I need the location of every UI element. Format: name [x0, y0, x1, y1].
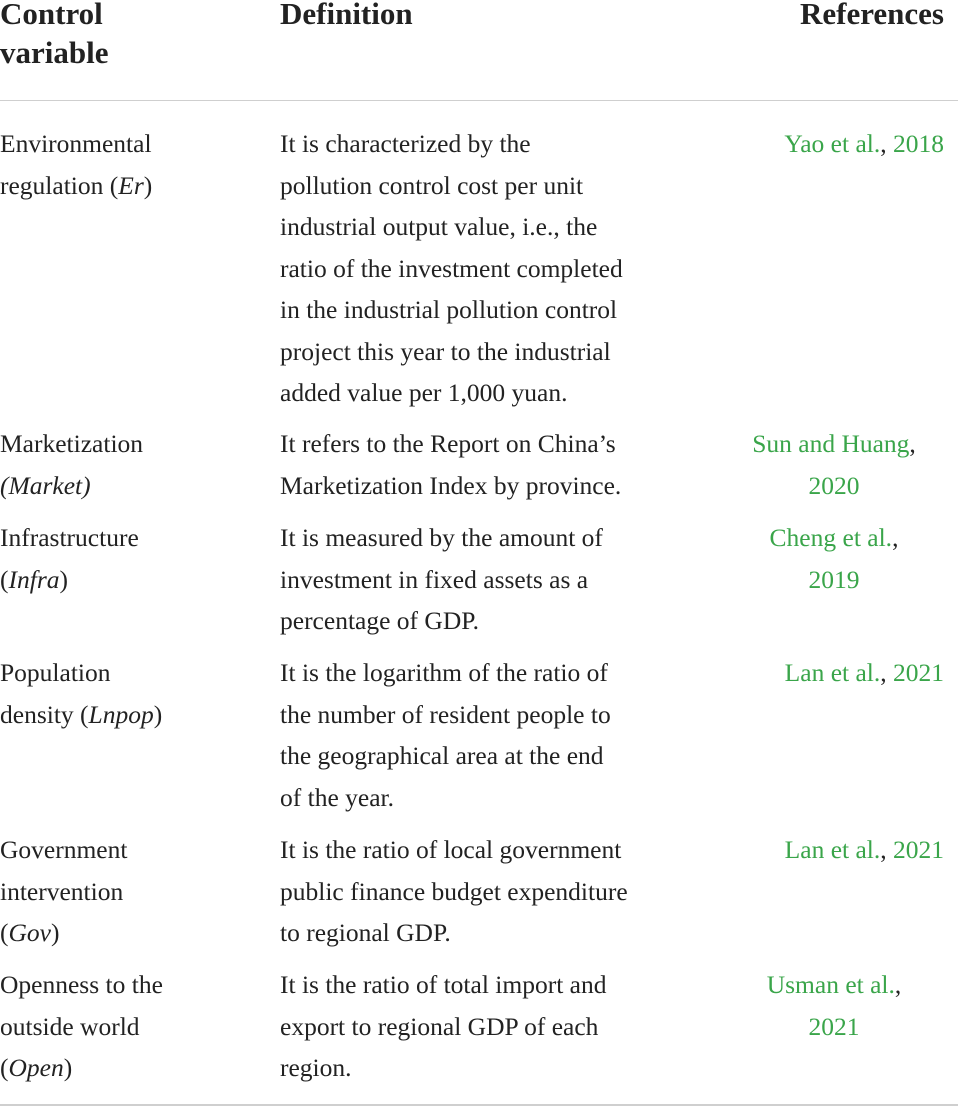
reference-link[interactable]: Lan et al., 2021: [784, 658, 944, 687]
definition-cell: It is measured by the amount of investment in fixed assets as a percentage of GDP.: [280, 523, 603, 635]
variable-cell: Marketization (Market): [0, 429, 144, 500]
definition-cell: It is the ratio of local government public finance budget expenditure to regional GDP.: [280, 835, 628, 947]
table-header: [0, 0, 958, 101]
variable-cell: Population density (Lnpop): [0, 658, 163, 729]
header-references: References: [799, 0, 944, 31]
reference-link[interactable]: Yao et al., 2018: [784, 129, 944, 158]
header-definition: Definition: [280, 0, 413, 31]
reference-link[interactable]: Lan et al., 2021: [784, 835, 944, 864]
variable-cell: Environmental regulation (Er): [0, 129, 153, 200]
definition-cell: It is the ratio of total import and export to regional GDP of each region.: [280, 970, 607, 1082]
variable-cell: Government intervention (Gov): [0, 835, 128, 947]
table-bottom-rule: [0, 1104, 958, 1106]
header-control-variable: Control variable: [0, 0, 109, 70]
variable-cell: Openness to the outside world (Open): [0, 970, 163, 1082]
definition-cell: It is characterized by the pollution control cost per unit industrial output value, i.e., the ratio of the investment completed in the industrial pollution control project this year to the industrial added value per 1,000 yuan.: [280, 129, 623, 407]
reference-link[interactable]: Sun and Huang, 2020: [752, 429, 916, 500]
variable-cell: Infrastructure (Infra): [0, 523, 139, 594]
reference-link[interactable]: Cheng et al., 2019: [769, 523, 899, 594]
reference-link[interactable]: Usman et al., 2021: [766, 970, 902, 1041]
definition-cell: It refers to the Report on China’s Marketization Index by province.: [280, 429, 622, 500]
definition-cell: It is the logarithm of the ratio of the number of resident people to the geographical area at the end of the year.: [280, 658, 611, 812]
